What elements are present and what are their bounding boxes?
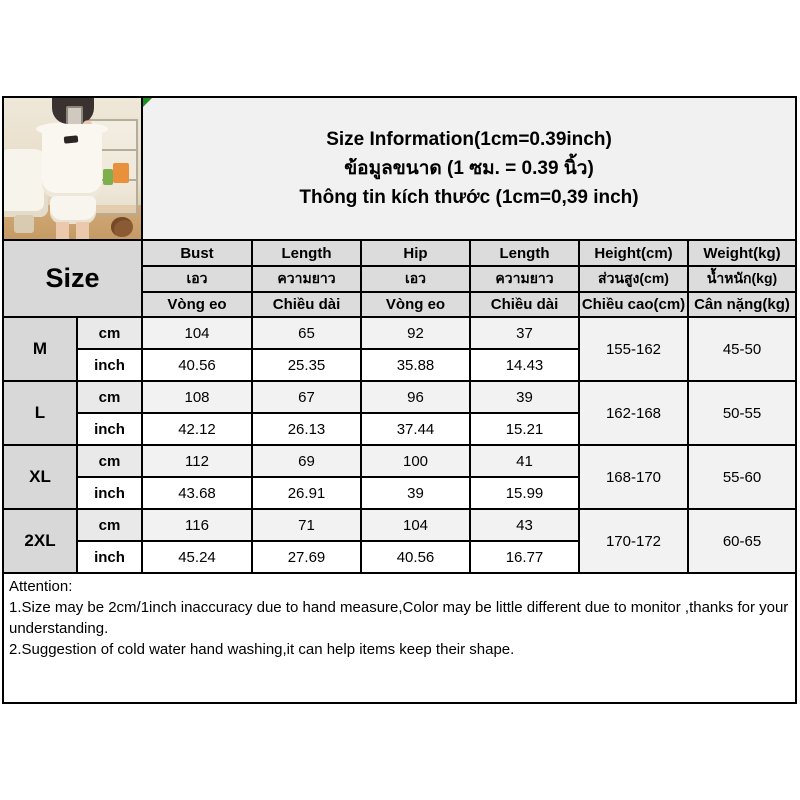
col-header-height: Height(cm)	[579, 240, 688, 266]
cell-xl-length2-cm: 41	[470, 445, 579, 477]
cell-l-bust-cm: 108	[142, 381, 252, 413]
size-label-l: L	[3, 381, 77, 445]
cell-xl-length-inch: 26.91	[252, 477, 361, 509]
cell-xl-hip-cm: 100	[361, 445, 470, 477]
col-header-hip-vi: Vòng eo	[361, 292, 470, 317]
table-row-2xl-cm	[3, 509, 796, 541]
cell-l-length2-inch: 15.21	[470, 413, 579, 445]
cell-l-length2-cm: 39	[470, 381, 579, 413]
cell-2xl-hip-cm: 104	[361, 509, 470, 541]
cell-l-hip-inch: 37.44	[361, 413, 470, 445]
cell-2xl-hip-inch: 40.56	[361, 541, 470, 573]
product-photo	[4, 98, 141, 239]
cell-2xl-bust-inch: 45.24	[142, 541, 252, 573]
unit-label-cm: cm	[77, 509, 142, 541]
size-label-xl: XL	[3, 445, 77, 509]
cell-2xl-length-inch: 27.69	[252, 541, 361, 573]
size-table	[2, 96, 797, 704]
col-header-length-vi: Chiều dài	[252, 292, 361, 317]
photo-model-leg	[76, 222, 89, 239]
cell-l-bust-inch: 42.12	[142, 413, 252, 445]
col-header-weight-vi: Cân nặng(kg)	[688, 292, 796, 317]
cell-l-length-cm: 67	[252, 381, 361, 413]
attention-line-2: 2.Suggestion of cold water hand washing,it can help items keep their shape.	[9, 641, 515, 658]
cell-xl-hip-inch: 39	[361, 477, 470, 509]
col-header-hip: Hip	[361, 240, 470, 266]
cell-2xl-bust-cm: 116	[142, 509, 252, 541]
col-header-length2-th: ความยาว	[470, 266, 579, 292]
title-line-vi: Thông tin kích thước (1cm=0,39 inch)	[299, 187, 639, 208]
cell-m-length-inch: 25.35	[252, 349, 361, 381]
col-header-bust-th: เอว	[142, 266, 252, 292]
attention-note	[3, 573, 796, 703]
table-row-l-cm	[3, 381, 796, 413]
title-line-th: ข้อมูลขนาด (1 ซม. = 0.39 นิ้ว)	[344, 158, 594, 179]
cell-m-bust-inch: 40.56	[142, 349, 252, 381]
col-header-bust-vi: Vòng eo	[142, 292, 252, 317]
cell-m-hip-cm: 92	[361, 317, 470, 349]
table-row-m-cm	[3, 317, 796, 349]
col-header-bust: Bust	[142, 240, 252, 266]
attention-line-1: 1.Size may be 2cm/1inch inaccuracy due to hand measure,Color may be little different due to monitor ,thanks for your understanding.	[9, 599, 789, 637]
attention-heading: Attention:	[9, 578, 73, 595]
cell-m-weight: 45-50	[688, 317, 796, 381]
col-header-height-vi: Chiều cao(cm)	[579, 292, 688, 317]
cell-l-hip-cm: 96	[361, 381, 470, 413]
cell-m-height: 155-162	[579, 317, 688, 381]
cell-xl-weight: 55-60	[688, 445, 796, 509]
unit-label-cm: cm	[77, 317, 142, 349]
size-label-m: M	[3, 317, 77, 381]
col-header-hip-th: เอว	[361, 266, 470, 292]
col-header-length2: Length	[470, 240, 579, 266]
col-header-height-th: ส่วนสูง(cm)	[579, 266, 688, 292]
cell-m-hip-inch: 35.88	[361, 349, 470, 381]
size-info-title	[142, 97, 796, 240]
size-label-2xl: 2XL	[3, 509, 77, 573]
size-chart-sheet	[2, 96, 797, 704]
cell-xl-height: 168-170	[579, 445, 688, 509]
cell-2xl-length2-cm: 43	[470, 509, 579, 541]
table-row-xl-cm	[3, 445, 796, 477]
unit-label-inch: inch	[77, 349, 142, 381]
cell-2xl-length-cm: 71	[252, 509, 361, 541]
cell-xl-length-cm: 69	[252, 445, 361, 477]
unit-label-inch: inch	[77, 413, 142, 445]
photo-black-bow	[64, 135, 79, 143]
col-header-length-th: ความยาว	[252, 266, 361, 292]
col-header-length2-vi: Chiều dài	[470, 292, 579, 317]
cell-l-height: 162-168	[579, 381, 688, 445]
cell-m-length-cm: 65	[252, 317, 361, 349]
size-header: Size	[3, 240, 142, 317]
unit-label-inch: inch	[77, 477, 142, 509]
cell-corner-marker-icon	[143, 98, 152, 107]
cell-m-length2-inch: 14.43	[470, 349, 579, 381]
photo-model-leg	[56, 222, 69, 239]
header-row-en	[3, 240, 796, 266]
photo-pajama-shorts	[50, 196, 96, 224]
title-line-en: Size Information(1cm=0.39inch)	[326, 129, 612, 150]
cell-m-length2-cm: 37	[470, 317, 579, 349]
title-row	[3, 97, 796, 240]
photo-snack-item	[113, 163, 129, 183]
cell-l-weight: 50-55	[688, 381, 796, 445]
cell-l-length-inch: 26.13	[252, 413, 361, 445]
cell-m-bust-cm: 104	[142, 317, 252, 349]
unit-label-cm: cm	[77, 381, 142, 413]
col-header-weight-th: น้ำหนัก(kg)	[688, 266, 796, 292]
cell-xl-bust-cm: 112	[142, 445, 252, 477]
attention-row	[3, 573, 796, 703]
photo-chair-leg	[14, 215, 34, 233]
photo-snack-item	[103, 169, 113, 185]
col-header-weight: Weight(kg)	[688, 240, 796, 266]
cell-2xl-height: 170-172	[579, 509, 688, 573]
cell-xl-length2-inch: 15.99	[470, 477, 579, 509]
unit-label-inch: inch	[77, 541, 142, 573]
cell-xl-bust-inch: 43.68	[142, 477, 252, 509]
col-header-length: Length	[252, 240, 361, 266]
unit-label-cm: cm	[77, 445, 142, 477]
product-photo-cell	[3, 97, 142, 240]
cell-2xl-weight: 60-65	[688, 509, 796, 573]
photo-cookie-plush	[111, 217, 133, 237]
cell-2xl-length2-inch: 16.77	[470, 541, 579, 573]
